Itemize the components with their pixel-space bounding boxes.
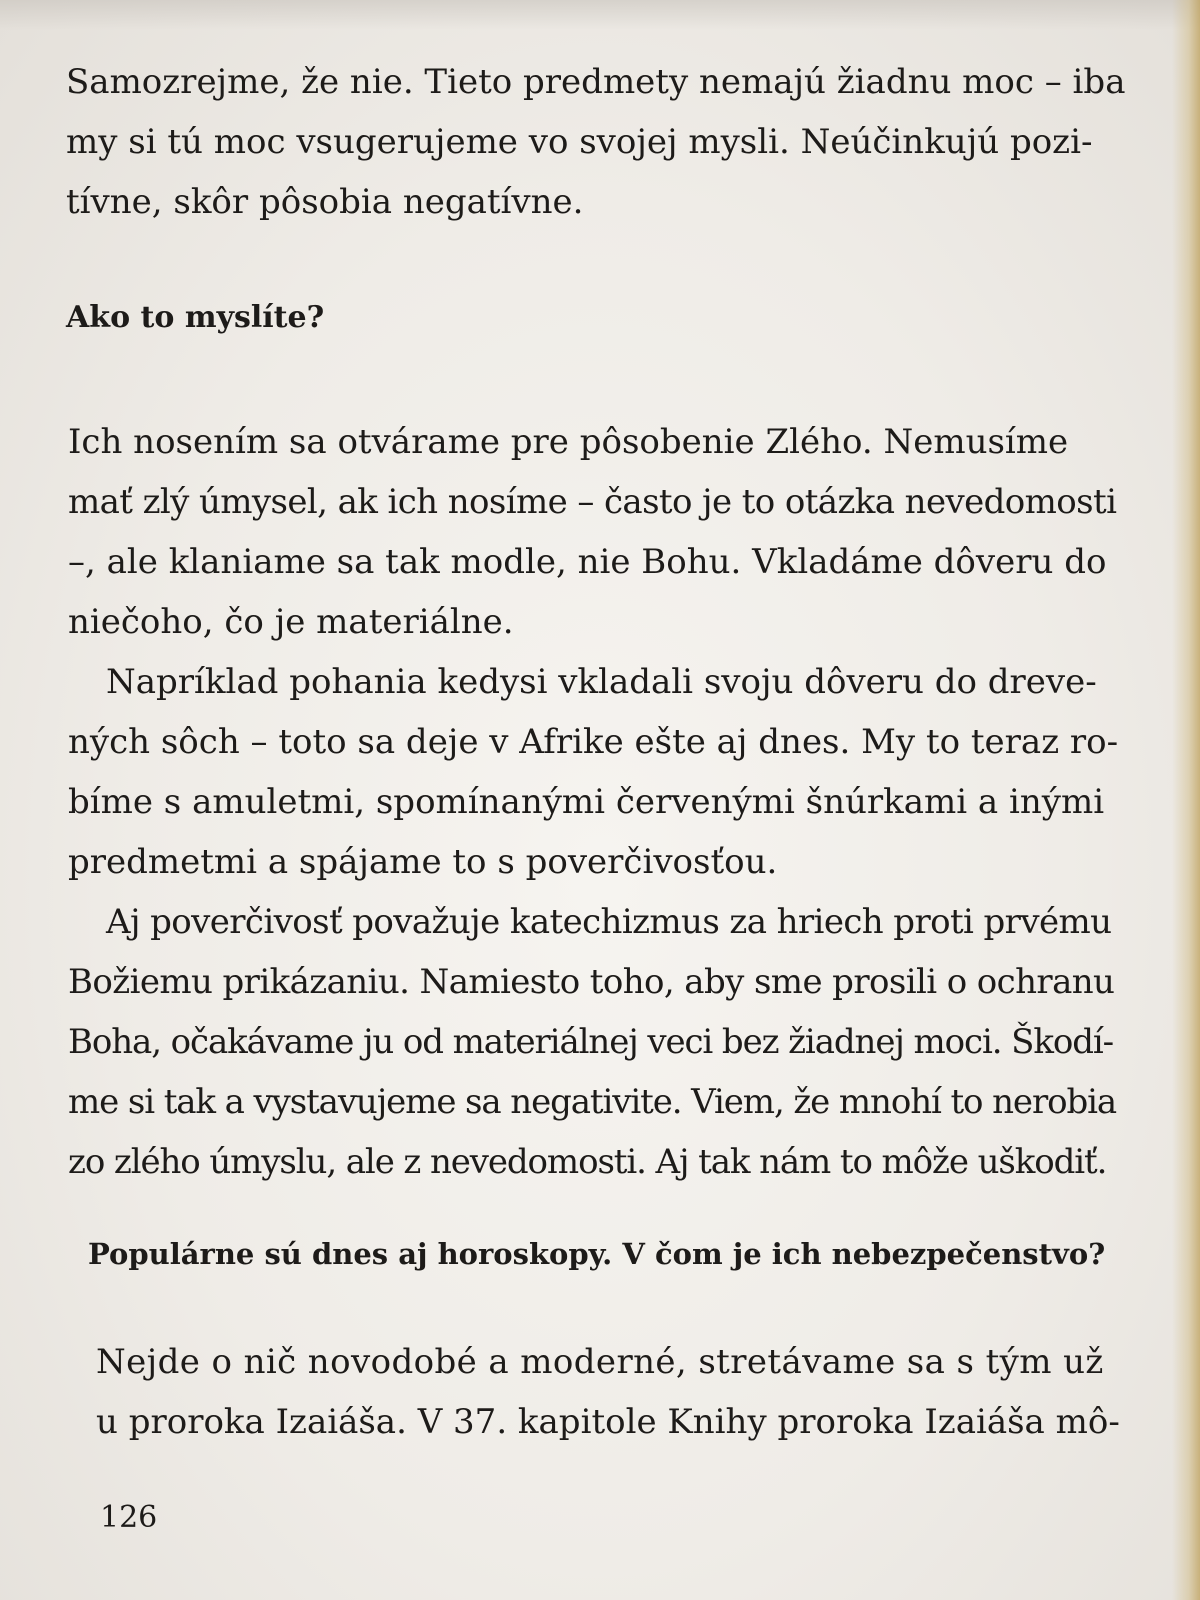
text-line: Boha, očakávame ju od materiálnej veci bez žiadnej moci. Škodí- bbox=[68, 1022, 1114, 1062]
text-line: bíme s amuletmi, spomínanými červenými šnúrkami a inými bbox=[68, 782, 1105, 822]
question-heading-horoscopes: Populárne sú dnes aj horoskopy. V čom je ich nebezpečenstvo? bbox=[88, 1237, 1106, 1271]
text-line: niečoho, čo je materiálne. bbox=[68, 602, 514, 642]
text-line: Božiemu prikázaniu. Namiesto toho, aby sme prosili o ochranu bbox=[68, 962, 1115, 1002]
text-line: Ich nosením sa otvárame pre pôsobenie Zlého. Nemusíme bbox=[68, 422, 1069, 462]
page-top-shadow bbox=[0, 0, 1200, 30]
text-line: –, ale klaniame sa tak modle, nie Bohu. Vkladáme dôveru do bbox=[68, 542, 1107, 582]
text-line: Samozrejme, že nie. Tieto predmety nemajú žiadnu moc – iba bbox=[66, 62, 1126, 102]
text-line: mať zlý úmysel, ak ich nosíme – často je to otázka nevedomosti bbox=[68, 482, 1117, 522]
text-line: zo zlého úmyslu, ale z nevedomosti. Aj tak nám to môže uškodiť. bbox=[68, 1142, 1107, 1182]
text-line: tívne, skôr pôsobia negatívne. bbox=[66, 182, 584, 222]
text-line: Aj poverčivosť považuje katechizmus za hriech proti prvému bbox=[106, 902, 1112, 942]
text-line: predmetmi a spájame to s poverčivosťou. bbox=[68, 842, 778, 882]
paragraph-intro bbox=[66, 52, 1125, 232]
text-line: me si tak a vystavujeme sa negativite. Viem, že mnohí to nerobia bbox=[68, 1082, 1117, 1122]
question-heading: Ako to myslíte? bbox=[66, 300, 325, 335]
text-line: Nejde o nič novodobé a moderné, stretávame sa s tým už bbox=[96, 1342, 1104, 1382]
text-line: ných sôch – toto sa deje v Afrike ešte aj dnes. My to teraz ro- bbox=[68, 722, 1119, 762]
text-line: u proroka Izaiáša. V 37. kapitole Knihy proroka Izaiáša mô- bbox=[96, 1402, 1120, 1442]
text-line: my si tú moc vsugerujeme vo svojej mysli. Neúčinkujú pozi- bbox=[66, 122, 1093, 162]
text-line: Napríklad pohania kedysi vkladali svoju dôveru do dreve- bbox=[106, 662, 1097, 702]
page-number: 126 bbox=[100, 1500, 158, 1535]
page-right-edge bbox=[1172, 0, 1200, 1600]
answer-horoscopes bbox=[96, 1332, 1120, 1452]
answer-paragraphs bbox=[68, 412, 1118, 1192]
